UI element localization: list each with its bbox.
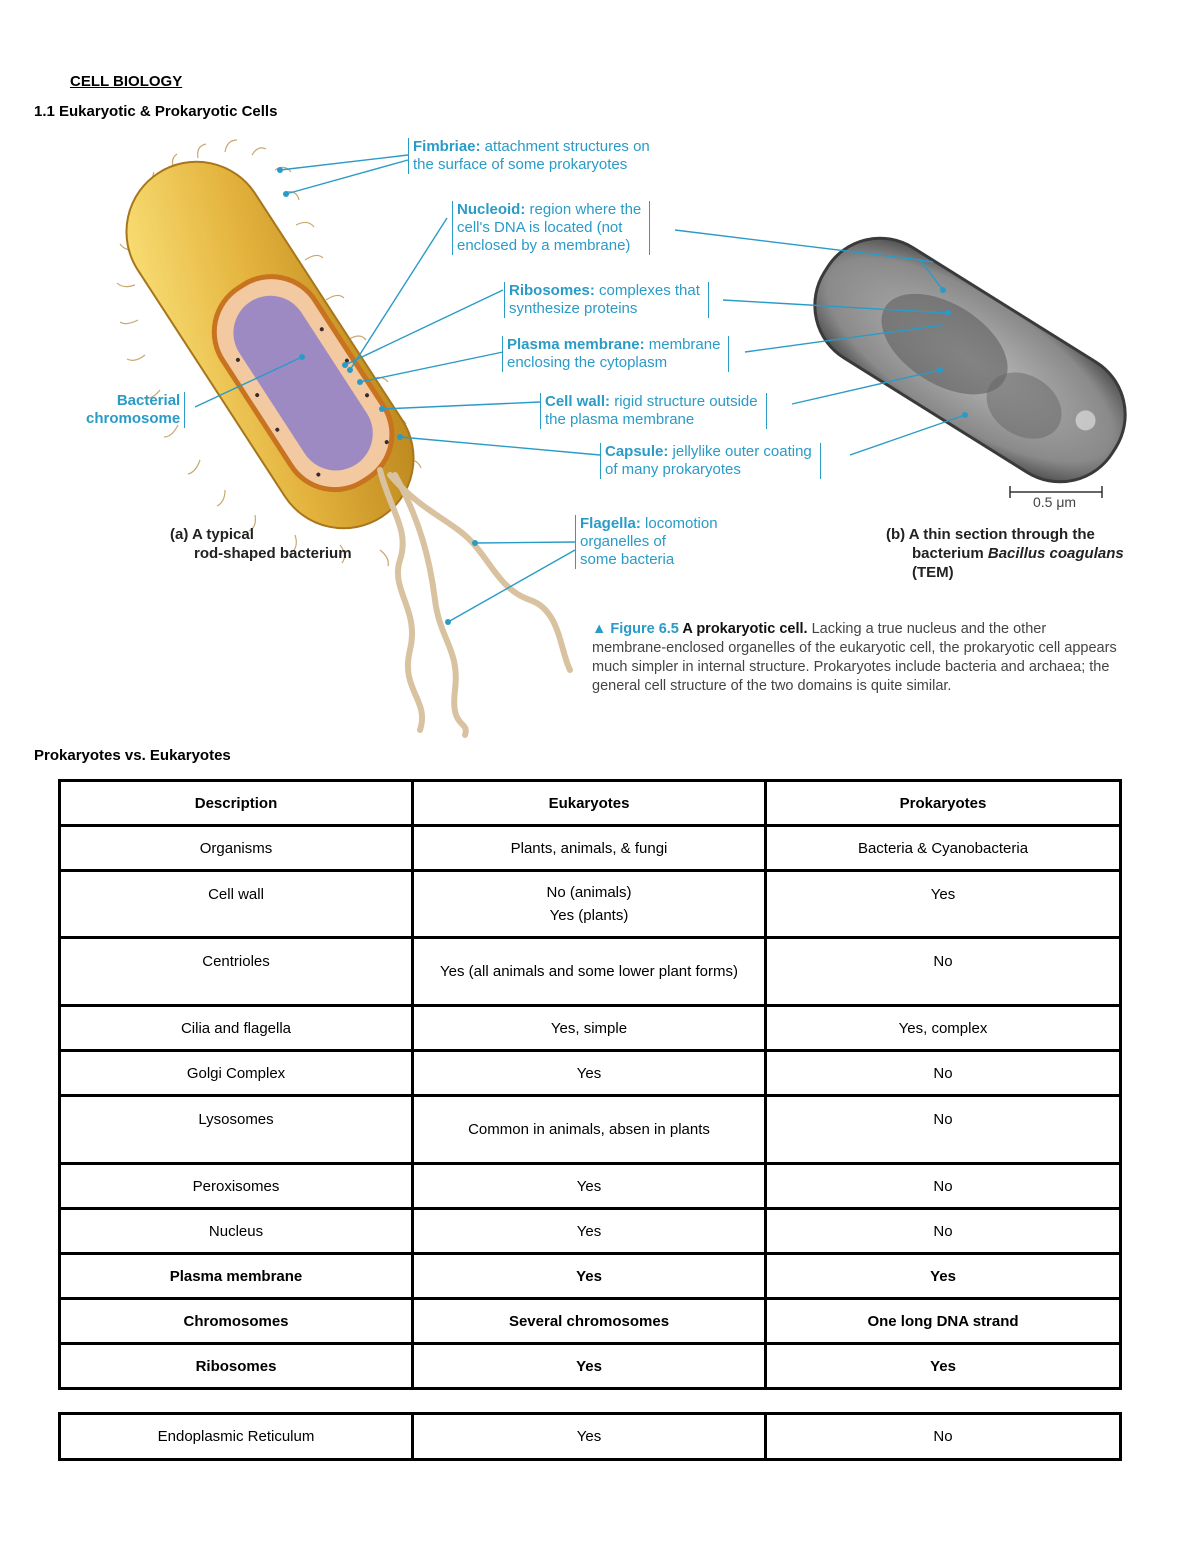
table-row (60, 1299, 1121, 1344)
cell-description: Organisms (60, 826, 413, 871)
cell-line: Yes (plants) (549, 907, 629, 924)
cell-description: Cilia and flagella (60, 1006, 413, 1051)
cell-eukaryotes: Yes (413, 1164, 766, 1209)
cell-eukaryotes: Yes (413, 1209, 766, 1254)
callout-bacterial-chromosome: Bacterial chromosome (86, 392, 185, 428)
cell-eukaryotes: Plants, animals, & fungi (413, 826, 766, 871)
flagella (380, 470, 570, 735)
cell-description: Peroxisomes (60, 1164, 413, 1209)
tem-micrograph (791, 215, 1140, 505)
scale-bar-label: 0.5 μm (1033, 494, 1077, 510)
cell-eukaryotes: Yes (413, 1051, 766, 1096)
header-prokaryotes: Prokaryotes (766, 781, 1121, 826)
cell-description: Chromosomes (60, 1299, 413, 1344)
table-row (60, 1254, 1121, 1299)
cell-eukaryotes (413, 871, 766, 938)
cell-prokaryotes: Yes (766, 1254, 1121, 1299)
cell-description: Cell wall (60, 871, 413, 938)
cell-prokaryotes: No (766, 938, 1121, 1006)
cell-description: Nucleus (60, 1209, 413, 1254)
panel-a-label: (a) A typical rod-shaped bacterium (170, 526, 352, 562)
document-title: CELL BIOLOGY (70, 73, 183, 90)
cell-prokaryotes: No (766, 1414, 1121, 1460)
cell-description: Golgi Complex (60, 1051, 413, 1096)
cell-eukaryotes: Yes (all animals and some lower plant forms) (413, 938, 766, 1006)
table-header-row (60, 781, 1121, 826)
panel-b-label: (b) A thin section through the bacterium Bacillus coagulans (TEM) (886, 526, 1124, 581)
callout-ribosomes: Ribosomes: complexes that synthesize proteins (504, 282, 709, 318)
table-row (60, 1414, 1121, 1460)
header-description: Description (60, 781, 413, 826)
table-row (60, 938, 1121, 1006)
cell-prokaryotes: Bacteria & Cyanobacteria (766, 826, 1121, 871)
cell-prokaryotes: Yes (766, 871, 1121, 938)
cell-eukaryotes: Yes (413, 1414, 766, 1460)
table-row (60, 871, 1121, 938)
comparison-table (58, 779, 1122, 1390)
callout-capsule: Capsule: jellylike outer coating of many prokaryotes (600, 443, 821, 479)
cell-line: No (animals) (546, 884, 632, 901)
cell-eukaryotes: Yes, simple (413, 1006, 766, 1051)
table-row (60, 1344, 1121, 1389)
table-row (60, 1006, 1121, 1051)
cell-eukaryotes: Several chromosomes (413, 1299, 766, 1344)
cell-description: Centrioles (60, 938, 413, 1006)
cell-description: Ribosomes (60, 1344, 413, 1389)
cell-prokaryotes: No (766, 1209, 1121, 1254)
table-row (60, 1096, 1121, 1164)
header-eukaryotes: Eukaryotes (413, 781, 766, 826)
cell-description: Lysosomes (60, 1096, 413, 1164)
callout-nucleoid: Nucleoid: region where the cell's DNA is located (not enclosed by a membrane) (452, 201, 650, 255)
table-row (60, 1209, 1121, 1254)
cell-prokaryotes: Yes (766, 1344, 1121, 1389)
callout-cell-wall: Cell wall: rigid structure outside the plasma membrane (540, 393, 767, 429)
table-heading: Prokaryotes vs. Eukaryotes (34, 747, 231, 764)
cell-prokaryotes: One long DNA strand (766, 1299, 1121, 1344)
cell-prokaryotes: Yes, complex (766, 1006, 1121, 1051)
cell-prokaryotes: No (766, 1096, 1121, 1164)
cell-description: Plasma membrane (60, 1254, 413, 1299)
figure-caption: ▲ Figure 6.5 A prokaryotic cell. Lacking a true nucleus and the other membrane-enclosed organelles of the eukaryotic cell, the prokaryotic cell appears much simpler in internal structure. Prokaryotes include bacteria and archaea; the general cell structure of the two domains is quite similar. (592, 621, 1117, 694)
comparison-table-extra (58, 1412, 1122, 1461)
cell-eukaryotes: Common in animals, absen in plants (413, 1096, 766, 1164)
cell-prokaryotes: No (766, 1051, 1121, 1096)
cell-eukaryotes: Yes (413, 1344, 766, 1389)
section-title: 1.1 Eukaryotic & Prokaryotic Cells (34, 103, 278, 120)
prokaryotic-cell-figure (86, 130, 1140, 740)
cell-prokaryotes: No (766, 1164, 1121, 1209)
callout-plasma-membrane: Plasma membrane: membrane enclosing the cytoplasm (502, 336, 729, 372)
cell-eukaryotes: Yes (413, 1254, 766, 1299)
callout-fimbriae: Fimbriae: attachment structures on the surface of some prokaryotes (408, 138, 650, 174)
cell-description: Endoplasmic Reticulum (60, 1414, 413, 1460)
callout-flagella: Flagella: locomotion organelles of some bacteria (575, 515, 718, 569)
table-row (60, 826, 1121, 871)
table-row (60, 1164, 1121, 1209)
table-row (60, 1051, 1121, 1096)
